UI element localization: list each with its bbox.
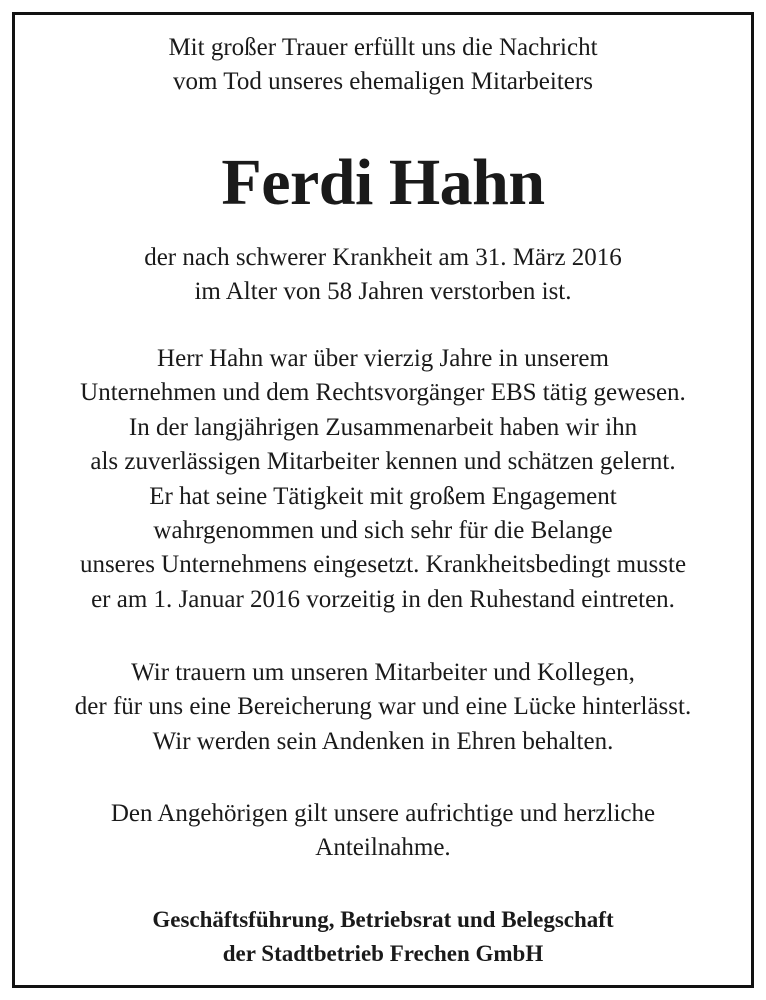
tribute-line: wahrgenommen und sich sehr für die Belange (153, 517, 613, 545)
tribute-line: unseres Unternehmens eingesetzt. Krankheitsbedingt musste (79, 551, 687, 579)
tribute-line: In der langjährigen Zusammenarbeit haben wir ihn (128, 413, 638, 441)
mourning-line: Wir werden sein Andenken in Ehren behalten. (152, 727, 614, 755)
deceased-name: Ferdi Hahn (221, 146, 545, 219)
intro-line: Mit großer Trauer erfüllt uns die Nachricht (168, 34, 598, 61)
death-details (15, 241, 751, 309)
tribute-line: als zuverlässigen Mitarbeiter kennen und schätzen gelernt. (90, 448, 676, 476)
tribute-line: Unternehmen und dem Rechtsvorgänger EBS tätig gewesen. (80, 379, 686, 407)
signature-line: Geschäftsführung, Betriebsrat und Belegschaft (152, 907, 614, 932)
condolence-paragraph (15, 797, 751, 866)
mourning-paragraph (15, 656, 751, 759)
condolence-line: Den Angehörigen gilt unsere aufrichtige und herzliche (110, 800, 656, 827)
tribute-paragraph (15, 342, 751, 617)
obituary-notice (12, 12, 754, 988)
intro-text (15, 31, 751, 99)
tribute-line: Er hat seine Tätigkeit mit großem Engagement (149, 482, 617, 510)
signature-block (15, 903, 751, 971)
signature-line: der Stadtbetrieb Frechen GmbH (222, 941, 544, 966)
death-line: im Alter von 58 Jahren verstorben ist. (194, 278, 572, 305)
death-line: der nach schwerer Krankheit am 31. März 2016 (144, 244, 622, 271)
condolence-line: Anteilnahme. (315, 834, 451, 862)
tribute-line: er am 1. Januar 2016 vorzeitig in den Ruhestand eintreten. (91, 585, 675, 613)
mourning-line: der für uns eine Bereicherung war und eine Lücke hinterlässt. (74, 693, 692, 721)
tribute-line: Herr Hahn war über vierzig Jahre in unserem (157, 345, 609, 372)
mourning-line: Wir trauern um unseren Mitarbeiter und Kollegen, (131, 659, 635, 686)
intro-line: vom Tod unseres ehemaligen Mitarbeiters (173, 68, 593, 95)
